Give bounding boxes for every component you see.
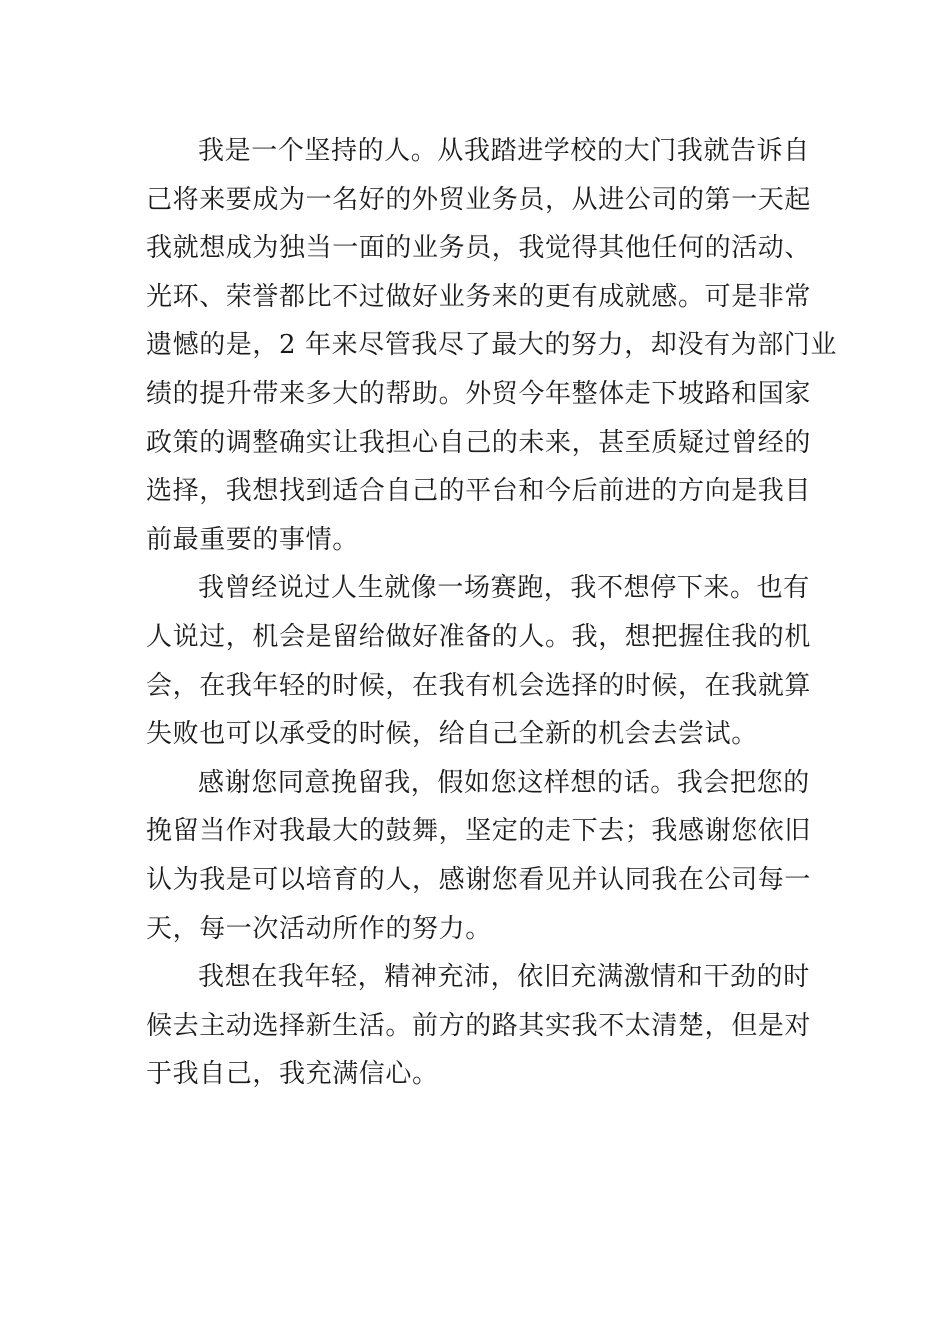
paragraph-line: 我想在我年轻，精神充沛，依旧充满激情和干劲的时 bbox=[198, 962, 810, 993]
paragraph-line: 候去主动选择新生活。前方的路其实我不太清楚，但是对 bbox=[146, 1010, 812, 1041]
paragraph-line: 感谢您同意挽留我，假如您这样想的话。我会把您的 bbox=[198, 767, 810, 798]
paragraph-line: 于我自己，我充满信心。 bbox=[146, 1059, 439, 1090]
paragraph-line: 我就想成为独当一面的业务员，我觉得其他任何的活动、 bbox=[146, 233, 812, 264]
paragraph-line: 失败也可以承受的时候，给自己全新的机会去尝试。 bbox=[146, 719, 758, 750]
paragraph-line: 前最重要的事情。 bbox=[146, 524, 359, 555]
paragraph-2 bbox=[146, 564, 812, 758]
document-body bbox=[146, 127, 838, 1099]
paragraph-line: 挽留当作对我最大的鼓舞，坚定的走下去；我感谢您依旧 bbox=[146, 816, 812, 847]
paragraph-3 bbox=[146, 759, 812, 953]
paragraph-line: 选择，我想找到适合自己的平台和今后前进的方向是我目 bbox=[146, 476, 812, 507]
paragraph-line: 我曾经说过人生就像一场赛跑，我不想停下来。也有 bbox=[198, 573, 810, 604]
paragraph-1 bbox=[146, 127, 838, 564]
paragraph-line: 我是一个坚持的人。从我踏进学校的大门我就告诉自 bbox=[198, 136, 810, 166]
paragraph-line: 会，在我年轻的时候，在我有机会选择的时候，在我就算 bbox=[146, 670, 812, 701]
paragraph-line: 己将来要成为一名好的外贸业务员，从进公司的第一天起 bbox=[146, 184, 812, 215]
paragraph-line: 天，每一次活动所作的努力。 bbox=[146, 913, 492, 944]
paragraph-line: 光环、荣誉都比不过做好业务来的更有成就感。可是非常 bbox=[146, 281, 812, 312]
paragraph-line: 绩的提升带来多大的帮助。外贸今年整体走下坡路和国家 bbox=[146, 378, 812, 409]
paragraph-line: 遗憾的是，2 年来尽管我尽了最大的努力，却没有为部门业 bbox=[146, 330, 838, 361]
paragraph-line: 人说过，机会是留给做好准备的人。我，想把握住我的机 bbox=[146, 621, 812, 652]
paragraph-line: 政策的调整确实让我担心自己的未来，甚至质疑过曾经的 bbox=[146, 427, 812, 458]
paragraph-4 bbox=[146, 953, 812, 1099]
paragraph-line: 认为我是可以培育的人，感谢您看见并认同我在公司每一 bbox=[146, 864, 812, 895]
